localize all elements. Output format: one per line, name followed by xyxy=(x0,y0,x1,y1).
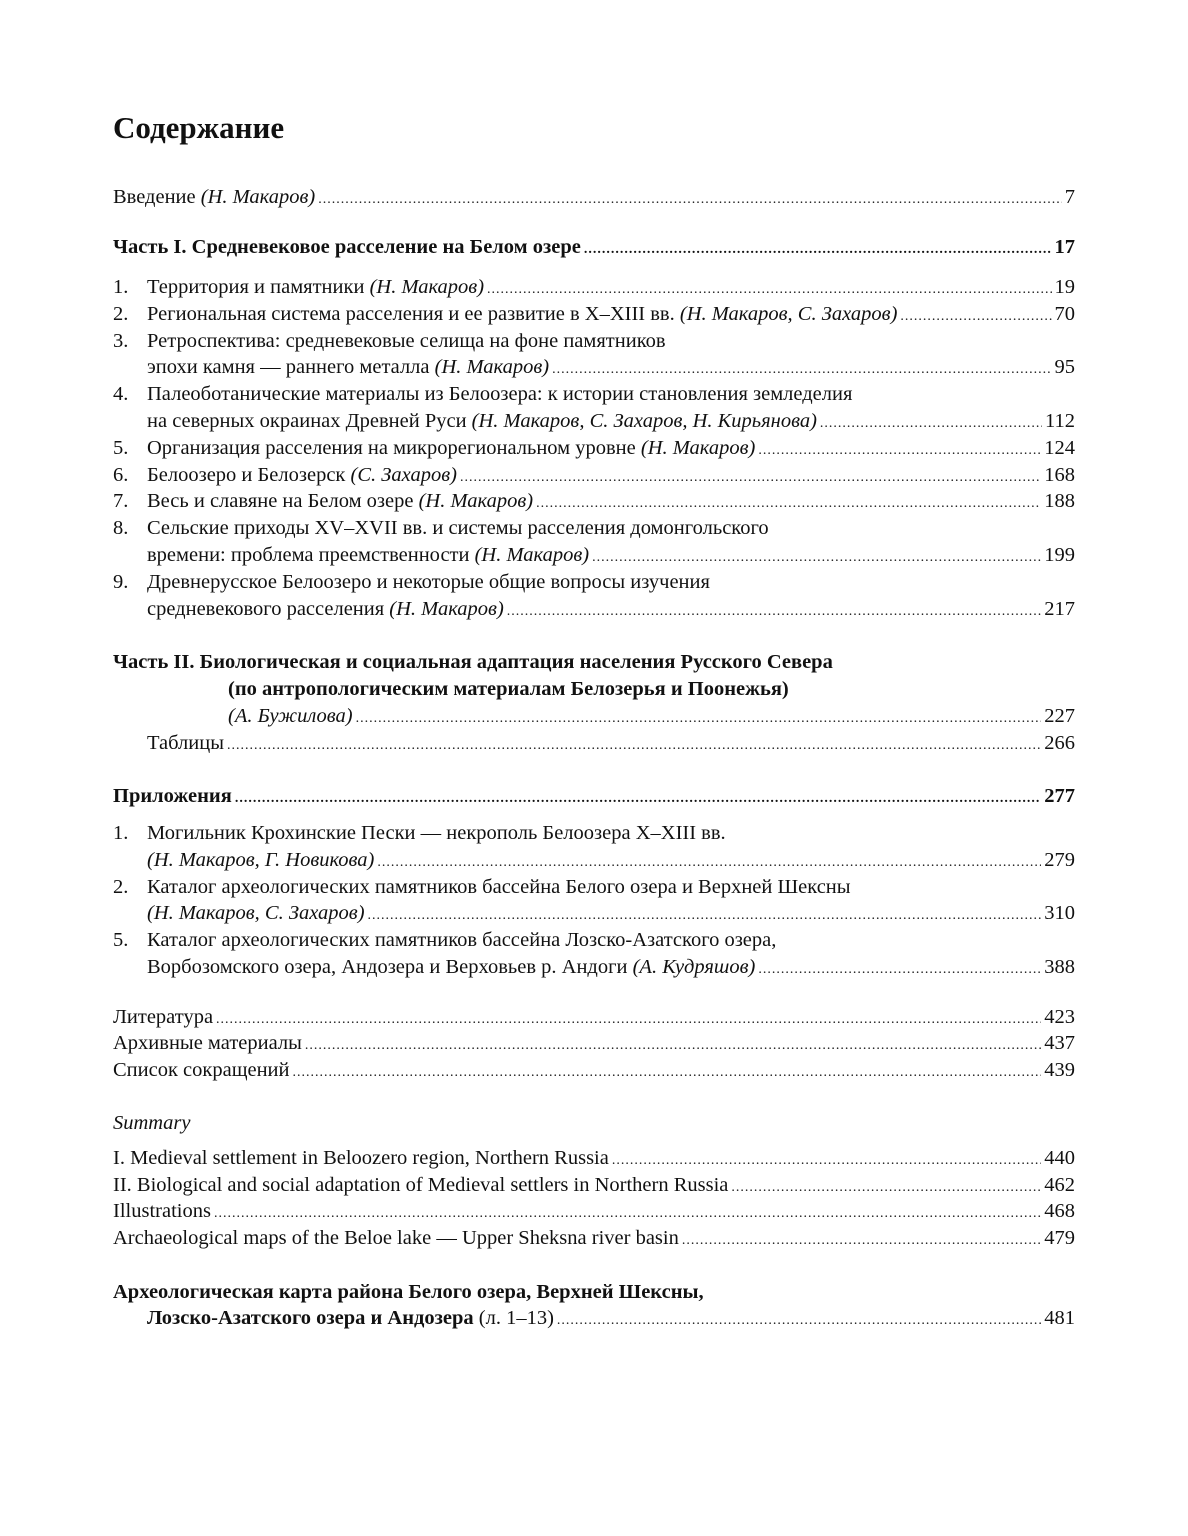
page-number: 462 xyxy=(1044,1174,1075,1196)
toc-entry[interactable] xyxy=(113,515,1075,542)
dot-leader xyxy=(377,847,1041,876)
toc-summary-entry[interactable] xyxy=(113,1172,1075,1199)
page-number: 310 xyxy=(1044,902,1075,925)
entry-text: Каталог археологических памятников бассейна Белого озера и Верхней Шексны xyxy=(147,875,851,898)
entry-text: Литература xyxy=(113,1006,214,1028)
page-number: 124 xyxy=(1044,436,1075,459)
dot-leader xyxy=(487,274,1051,303)
dot-leader xyxy=(612,1145,1041,1174)
dot-leader xyxy=(592,542,1041,571)
page-number: 266 xyxy=(1044,732,1075,754)
entry-text: Список сокращений xyxy=(113,1059,290,1081)
page-number: 17 xyxy=(1054,236,1075,258)
entry-text: Каталог археологических памятников бассейна Лозско-Азатского озера, xyxy=(147,929,777,952)
toc-entry[interactable] xyxy=(113,274,1075,301)
entry-author: (Н. Макаров) xyxy=(389,597,504,620)
entry-text: Палеоботанические материалы из Белоозера: к истории становления земледелия xyxy=(147,383,853,406)
entry-text: Часть I. Средневековое расселение на Белом озере xyxy=(113,236,581,258)
entry-number: 5. xyxy=(113,436,129,459)
entry-author: (С. Захаров) xyxy=(350,463,457,486)
entry-author: (Н. Макаров) xyxy=(474,544,590,566)
entry-author: (Н. Макаров) xyxy=(418,490,534,513)
entry-number: 9. xyxy=(113,570,129,593)
entry-text: Ворбозомского озера, Андозера и Верховьев р. Андоги xyxy=(147,956,628,978)
dot-leader xyxy=(460,462,1041,491)
toc-map-heading-line1[interactable] xyxy=(113,1279,1075,1306)
entry-author: (Н. Макаров, С. Захаров, Н. Кирьянова) xyxy=(471,410,817,432)
entry-author: (Н. Макаров, С. Захаров) xyxy=(679,302,898,325)
toc-summary-entry[interactable] xyxy=(113,1198,1075,1225)
entry-text: Archaeological maps of the Beloe lake — Upper Sheksna river basin xyxy=(113,1227,679,1249)
entry-text: Организация расселения на микрорегиональном уровне xyxy=(147,436,636,459)
entry-text: Архивные материалы xyxy=(113,1032,302,1054)
entry-text: Археологическая карта района Белого озера, Верхней Шексны, xyxy=(113,1281,704,1303)
entry-author: (Н. Макаров) xyxy=(200,186,316,208)
entry-text: Лозско-Азатского озера и Андозера xyxy=(147,1307,474,1329)
entry-author: (Н. Макаров) xyxy=(434,356,550,379)
dot-leader xyxy=(758,435,1041,464)
page-number: 479 xyxy=(1044,1227,1075,1249)
summary-heading xyxy=(113,1110,1075,1137)
entry-text: Summary xyxy=(113,1112,191,1134)
dot-leader xyxy=(216,1004,1041,1033)
entry-author: (А. Бужилова) xyxy=(228,705,353,727)
toc-entry[interactable] xyxy=(113,381,1075,408)
toc-entry[interactable] xyxy=(113,927,1075,954)
dot-leader xyxy=(305,1030,1041,1059)
dot-leader xyxy=(557,1305,1041,1334)
page-number: 440 xyxy=(1044,1147,1075,1169)
page-number: 481 xyxy=(1044,1307,1075,1329)
entry-number: 6. xyxy=(113,463,129,486)
toc-entry[interactable] xyxy=(147,408,1075,435)
page-number: 388 xyxy=(1044,956,1075,978)
page-number: 112 xyxy=(1045,410,1075,432)
dot-leader xyxy=(507,596,1041,625)
dot-leader xyxy=(536,488,1041,517)
toc-entry[interactable] xyxy=(147,847,1075,874)
page-number: 95 xyxy=(1054,356,1075,379)
entry-text: Региональная система расселения и ее развитие в X–XIII вв. xyxy=(147,302,675,325)
page-number: 468 xyxy=(1044,1200,1075,1222)
page-number: 439 xyxy=(1044,1059,1075,1081)
entry-text: эпохи камня — раннего металла xyxy=(147,356,430,379)
entry-number: 8. xyxy=(113,517,129,540)
dot-leader xyxy=(584,234,1052,263)
dot-leader xyxy=(758,954,1041,983)
page-number: 423 xyxy=(1044,1006,1075,1028)
page-number: 19 xyxy=(1054,276,1075,298)
entry-text: Введение xyxy=(113,186,196,208)
entry-text: I. Medieval settlement in Beloozero region, Northern Russia xyxy=(113,1147,609,1169)
toc-summary-entry[interactable] xyxy=(113,1225,1075,1252)
page-number: 70 xyxy=(1054,302,1075,325)
page-number: 437 xyxy=(1044,1032,1075,1054)
toc-entry-literature[interactable] xyxy=(113,1004,1075,1031)
entry-text: времени: проблема преемственности xyxy=(147,544,470,566)
dot-leader xyxy=(900,301,1051,330)
entry-text: Ретроспектива: средневековые селища на фоне памятников xyxy=(147,329,666,352)
entry-text: Таблицы xyxy=(147,732,224,754)
dot-leader xyxy=(235,783,1041,812)
entry-author: (А. Кудряшов) xyxy=(632,956,756,978)
entry-number: 3. xyxy=(113,329,129,352)
entry-author: (Н. Макаров, Г. Новикова) xyxy=(147,848,375,871)
dot-leader xyxy=(214,1198,1041,1227)
entry-text: Часть II. Биологическая и социальная адаптация населения Русского Севера xyxy=(113,651,833,673)
toc-entry[interactable] xyxy=(147,354,1075,381)
toc-entry[interactable] xyxy=(113,328,1075,355)
toc-entry[interactable] xyxy=(113,874,1075,901)
toc-entry[interactable] xyxy=(147,900,1075,927)
dot-leader xyxy=(368,900,1042,929)
entry-text: Белоозеро и Белозерск xyxy=(147,463,346,486)
page-number: 277 xyxy=(1044,785,1075,807)
entry-number: 1. xyxy=(113,276,129,298)
page-number: 199 xyxy=(1044,544,1075,566)
entry-text: на северных окраинах Древней Руси xyxy=(147,410,467,432)
entry-author: (Н. Макаров, С. Захаров) xyxy=(147,902,365,925)
page-number: 7 xyxy=(1064,186,1075,208)
entry-number: 5. xyxy=(113,929,129,952)
entry-text: Могильник Крохинские Пески — некрополь Белоозера X–XIII вв. xyxy=(147,822,726,844)
dot-leader xyxy=(356,703,1042,732)
page-title: Содержание xyxy=(113,110,285,145)
entry-text: Illustrations xyxy=(113,1200,211,1222)
page-number: 279 xyxy=(1044,848,1075,871)
dot-leader xyxy=(552,354,1051,383)
toc-entry-archives[interactable] xyxy=(113,1030,1075,1057)
dot-leader xyxy=(318,184,1062,213)
toc-entry[interactable] xyxy=(113,820,1075,847)
page-number: 168 xyxy=(1044,463,1075,486)
entry-number: 2. xyxy=(113,875,129,898)
toc-entry[interactable] xyxy=(113,569,1075,596)
toc-entry-abbreviations[interactable] xyxy=(113,1057,1075,1084)
toc-entry[interactable] xyxy=(147,542,1075,569)
entry-text: Приложения xyxy=(113,785,232,807)
entry-text: Весь и славяне на Белом озере xyxy=(147,490,414,513)
entry-author: (Н. Макаров) xyxy=(640,436,756,459)
dot-leader xyxy=(731,1172,1041,1201)
entry-author: (Н. Макаров) xyxy=(369,276,485,298)
entry-sheets: (л. 1–13) xyxy=(478,1307,554,1329)
entry-text: Древнерусское Белоозеро и некоторые общие вопросы изучения xyxy=(147,570,710,593)
entry-text: Территория и памятники xyxy=(147,276,365,298)
toc-entry-intro[interactable] xyxy=(113,184,1075,211)
entry-text: II. Biological and social adaptation of Medieval settlers in Northern Russia xyxy=(113,1174,729,1196)
page-number: 188 xyxy=(1044,490,1075,513)
toc-entry-tables[interactable] xyxy=(147,730,1075,757)
page-number: 227 xyxy=(1044,705,1075,727)
entry-number: 2. xyxy=(113,302,129,325)
toc-entry[interactable] xyxy=(113,301,1075,328)
toc-entry[interactable] xyxy=(113,462,1075,489)
dot-leader xyxy=(682,1225,1041,1254)
toc-entry[interactable] xyxy=(113,488,1075,515)
dot-leader xyxy=(227,730,1041,759)
toc-entry[interactable] xyxy=(147,596,1075,623)
dot-leader xyxy=(820,408,1042,437)
toc-part2-author[interactable] xyxy=(228,703,1075,730)
toc-map-heading-line2[interactable] xyxy=(147,1305,1075,1332)
entry-number: 1. xyxy=(113,822,129,844)
toc-entry[interactable] xyxy=(147,954,1075,981)
entry-text: Сельские приходы XV–XVII вв. и системы расселения домонгольского xyxy=(147,517,769,540)
toc-summary-entry[interactable] xyxy=(113,1145,1075,1172)
entry-text: средневекового расселения xyxy=(147,597,385,620)
entry-text: (по антропологическим материалам Белозерья и Поонежья) xyxy=(228,678,789,700)
entry-number: 7. xyxy=(113,490,129,513)
entry-number: 4. xyxy=(113,383,129,406)
toc-part1-heading[interactable] xyxy=(113,234,1075,261)
toc-appendix-heading[interactable] xyxy=(113,783,1075,810)
toc-part2-heading-line2 xyxy=(228,676,1075,703)
page-number: 217 xyxy=(1044,597,1075,620)
toc-entry[interactable] xyxy=(113,435,1075,462)
toc-part2-heading-line1[interactable] xyxy=(113,649,1075,676)
dot-leader xyxy=(293,1057,1042,1086)
